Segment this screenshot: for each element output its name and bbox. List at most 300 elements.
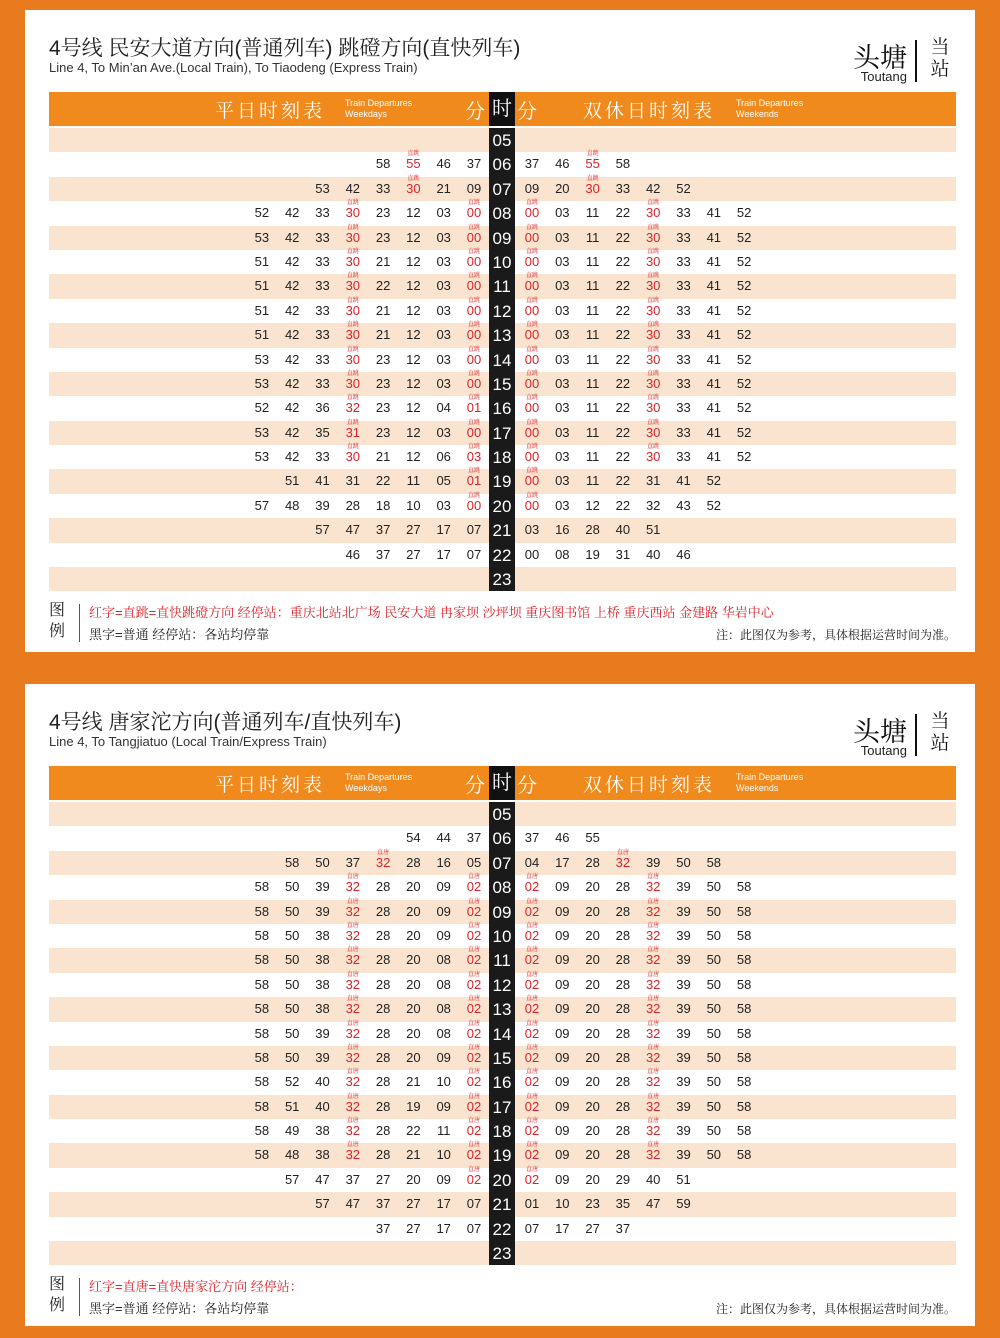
- legend: [49, 600, 956, 645]
- local-minute: 12: [406, 327, 421, 343]
- local-minute: 39: [676, 1123, 691, 1139]
- local-minute: 20: [406, 903, 421, 919]
- local-minute: 28: [375, 879, 391, 895]
- hour-cell: 13: [489, 323, 515, 347]
- express-minute: 直跳 00: [461, 299, 487, 323]
- local-minute: 52: [706, 473, 722, 489]
- express-minute: 直唐 02: [519, 1046, 545, 1070]
- local-minute: 52: [736, 229, 752, 245]
- local-minute: 12: [406, 375, 421, 391]
- hour-cell: 20: [489, 1168, 515, 1192]
- express-minute: 直唐 32: [340, 1022, 366, 1046]
- local-minute: 42: [284, 400, 300, 416]
- local-minute: 42: [345, 180, 361, 196]
- local-minute: 42: [284, 449, 300, 465]
- express-minute: 直跳 00: [519, 421, 545, 445]
- express-minute: 直唐 02: [519, 973, 545, 997]
- local-minute: 05: [466, 854, 482, 870]
- hour-cell: 07: [489, 851, 515, 875]
- express-minute: 直唐 32: [340, 1070, 366, 1094]
- local-minute: 58: [736, 1074, 752, 1090]
- local-minute: 03: [555, 375, 570, 391]
- hour-row-06: [49, 152, 956, 176]
- local-minute: 37: [466, 830, 482, 846]
- express-minute: 直唐 02: [461, 1095, 487, 1119]
- local-minute: 51: [284, 1098, 300, 1114]
- local-minute: 22: [615, 449, 631, 465]
- table-title: 4号线 民安大道方向(普通列车) 跳磴方向(直快列车): [49, 37, 521, 60]
- express-minute: 直唐 02: [519, 1095, 545, 1119]
- local-minute: 10: [555, 1196, 570, 1212]
- local-minute: 03: [436, 229, 451, 245]
- local-minute: 39: [676, 1049, 691, 1065]
- local-minute: 28: [585, 854, 600, 870]
- local-minute: 03: [436, 375, 451, 391]
- hour-row-13: [49, 323, 956, 347]
- local-minute: 27: [406, 1196, 421, 1212]
- legend-local: 黑字=普通 经停站：各站均停靠: [89, 627, 270, 642]
- local-minute: 39: [315, 879, 330, 895]
- local-minute: 22: [615, 278, 631, 294]
- hour-row-07: [49, 851, 956, 875]
- local-minute: 48: [284, 497, 300, 513]
- local-minute: 33: [676, 449, 691, 465]
- express-minute: 直唐 32: [640, 1022, 666, 1046]
- station-divider: [915, 714, 917, 756]
- weekend-label: 双休日时刻表: [583, 101, 716, 122]
- express-minute: 直跳 00: [519, 348, 545, 372]
- local-minute: 39: [315, 1025, 330, 1041]
- local-minute: 08: [436, 1025, 451, 1041]
- local-minute: 28: [615, 1025, 631, 1041]
- local-minute: 07: [466, 546, 482, 562]
- local-minute: 03: [436, 205, 451, 221]
- local-minute: 09: [555, 1074, 570, 1090]
- local-minute: 46: [555, 156, 570, 172]
- local-minute: 08: [436, 976, 451, 992]
- express-minute: 直唐 02: [461, 948, 487, 972]
- local-minute: 03: [555, 302, 570, 318]
- local-minute: 41: [706, 375, 722, 391]
- local-minute: 12: [406, 205, 421, 221]
- local-minute: 52: [736, 205, 752, 221]
- minute-label-right: 分: [517, 101, 537, 123]
- hour-cell: 22: [489, 1217, 515, 1241]
- weekday-label-en: Train Departures Weekdays: [345, 772, 413, 793]
- local-minute: 27: [406, 1220, 421, 1236]
- local-minute: 22: [375, 473, 391, 489]
- hour-cell: 19: [489, 1143, 515, 1167]
- local-minute: 09: [436, 1098, 451, 1114]
- local-minute: 41: [706, 278, 722, 294]
- express-minute: 直跳 00: [461, 201, 487, 225]
- local-minute: 27: [585, 1220, 600, 1236]
- local-minute: 17: [555, 1220, 570, 1236]
- local-minute: 52: [254, 205, 270, 221]
- local-minute: 44: [436, 830, 451, 846]
- local-minute: 16: [436, 854, 451, 870]
- hour-row-16: [49, 1070, 956, 1094]
- local-minute: 50: [706, 1049, 722, 1065]
- local-minute: 53: [254, 351, 270, 367]
- local-minute: 50: [706, 1147, 722, 1163]
- local-minute: 27: [406, 546, 421, 562]
- hour-cell: 06: [489, 826, 515, 850]
- local-minute: 58: [254, 1025, 270, 1041]
- local-minute: 12: [406, 351, 421, 367]
- express-minute: 直跳 30: [640, 445, 666, 469]
- local-minute: 11: [436, 1123, 451, 1139]
- local-minute: 20: [585, 952, 600, 968]
- local-minute: 52: [706, 497, 722, 513]
- express-minute: 直唐 02: [461, 1143, 487, 1167]
- local-minute: 50: [284, 927, 300, 943]
- local-minute: 50: [706, 1001, 722, 1017]
- hour-cell: 08: [489, 875, 515, 899]
- local-minute: 28: [375, 1025, 391, 1041]
- express-minute: 直唐 32: [640, 1070, 666, 1094]
- express-minute: 直跳 00: [461, 274, 487, 298]
- local-minute: 58: [254, 1074, 270, 1090]
- legend-mark: 图 例: [49, 1276, 66, 1314]
- local-minute: 58: [254, 879, 270, 895]
- local-minute: 09: [436, 879, 451, 895]
- legend-divider: [79, 1278, 80, 1316]
- local-minute: 50: [284, 1025, 300, 1041]
- local-minute: 58: [254, 1001, 270, 1017]
- local-minute: 03: [555, 497, 570, 513]
- express-minute: 直唐 02: [519, 1168, 545, 1192]
- local-minute: 09: [555, 879, 570, 895]
- local-minute: 01: [524, 1196, 540, 1212]
- local-minute: 22: [615, 302, 631, 318]
- hour-row-14: [49, 348, 956, 372]
- local-minute: 12: [406, 400, 421, 416]
- local-minute: 33: [315, 205, 330, 221]
- local-minute: 33: [315, 375, 330, 391]
- local-minute: 33: [315, 278, 330, 294]
- timetable-rows: [49, 128, 956, 591]
- hour-cell: 16: [489, 1070, 515, 1094]
- express-minute: 直唐 02: [519, 924, 545, 948]
- local-minute: 58: [254, 952, 270, 968]
- express-minute: 直唐 32: [640, 875, 666, 899]
- local-minute: 33: [676, 327, 691, 343]
- local-minute: 29: [615, 1171, 631, 1187]
- local-minute: 33: [315, 327, 330, 343]
- local-minute: 42: [284, 327, 300, 343]
- table-subtitle: Line 4, To Min’an Ave.(Local Train), To Tiaodeng (Express Train): [49, 60, 418, 75]
- express-minute: 直唐 02: [519, 1022, 545, 1046]
- local-minute: 37: [524, 830, 540, 846]
- express-minute: 直跳 00: [519, 445, 545, 469]
- local-minute: 27: [406, 522, 421, 538]
- local-minute: 33: [676, 424, 691, 440]
- local-minute: 28: [615, 1074, 631, 1090]
- local-minute: 22: [615, 375, 631, 391]
- local-minute: 17: [555, 854, 570, 870]
- local-minute: 58: [706, 854, 722, 870]
- hour-row-15: [49, 372, 956, 396]
- local-minute: 22: [615, 473, 631, 489]
- local-minute: 07: [466, 522, 482, 538]
- local-minute: 06: [436, 449, 451, 465]
- local-minute: 37: [375, 546, 391, 562]
- local-minute: 50: [706, 1074, 722, 1090]
- local-minute: 53: [254, 424, 270, 440]
- hour-cell: 19: [489, 469, 515, 493]
- express-minute: 直跳 31: [340, 421, 366, 445]
- hour-cell: 05: [489, 128, 515, 152]
- local-minute: 33: [676, 278, 691, 294]
- local-minute: 03: [555, 424, 570, 440]
- local-minute: 42: [284, 278, 300, 294]
- local-minute: 23: [375, 229, 391, 245]
- local-minute: 42: [284, 205, 300, 221]
- local-minute: 39: [315, 497, 330, 513]
- local-minute: 57: [315, 522, 330, 538]
- express-minute: 直唐 02: [461, 997, 487, 1021]
- express-minute: 直唐 32: [640, 973, 666, 997]
- local-minute: 12: [406, 424, 421, 440]
- local-minute: 58: [736, 952, 752, 968]
- local-minute: 38: [315, 1147, 330, 1163]
- local-minute: 09: [555, 1098, 570, 1114]
- local-minute: 46: [555, 830, 570, 846]
- local-minute: 40: [645, 1171, 661, 1187]
- express-minute: 直跳 00: [461, 226, 487, 250]
- express-minute: 直跳 00: [519, 226, 545, 250]
- hour-cell: 14: [489, 1022, 515, 1046]
- local-minute: 41: [706, 302, 722, 318]
- local-minute: 21: [375, 253, 391, 269]
- local-minute: 28: [406, 854, 421, 870]
- local-minute: 21: [375, 302, 391, 318]
- local-minute: 28: [615, 1098, 631, 1114]
- local-minute: 42: [284, 302, 300, 318]
- hour-cell: 23: [489, 1241, 515, 1265]
- local-minute: 10: [436, 1074, 451, 1090]
- local-minute: 08: [436, 1001, 451, 1017]
- local-minute: 09: [436, 1049, 451, 1065]
- local-minute: 33: [676, 205, 691, 221]
- local-minute: 23: [375, 400, 391, 416]
- hour-row-23: [49, 567, 956, 591]
- hour-row-05: [49, 802, 956, 826]
- local-minute: 27: [375, 1171, 391, 1187]
- local-minute: 20: [406, 1001, 421, 1017]
- local-minute: 03: [436, 253, 451, 269]
- express-minute: 直唐 02: [461, 900, 487, 924]
- local-minute: 28: [585, 522, 600, 538]
- express-minute: 直跳 30: [340, 250, 366, 274]
- local-minute: 17: [436, 546, 451, 562]
- local-minute: 05: [436, 473, 451, 489]
- local-minute: 39: [676, 952, 691, 968]
- express-minute: 直唐 32: [340, 924, 366, 948]
- express-minute: 直唐 02: [461, 875, 487, 899]
- local-minute: 39: [645, 854, 661, 870]
- hour-row-19: [49, 469, 956, 493]
- local-minute: 51: [676, 1171, 691, 1187]
- local-minute: 28: [375, 927, 391, 943]
- local-minute: 03: [436, 497, 451, 513]
- hour-cell: 23: [489, 567, 515, 591]
- local-minute: 52: [736, 278, 752, 294]
- hour-cell: 10: [489, 924, 515, 948]
- local-minute: 47: [345, 1196, 361, 1212]
- local-minute: 37: [524, 156, 540, 172]
- local-minute: 20: [406, 879, 421, 895]
- local-minute: 46: [676, 546, 691, 562]
- express-minute: 直唐 32: [640, 1143, 666, 1167]
- express-minute: 直唐 32: [640, 900, 666, 924]
- local-minute: 03: [555, 253, 570, 269]
- express-minute: 直唐 32: [340, 900, 366, 924]
- local-minute: 20: [585, 1147, 600, 1163]
- local-minute: 58: [254, 1147, 270, 1163]
- local-minute: 17: [436, 1196, 451, 1212]
- local-minute: 43: [676, 497, 691, 513]
- express-minute: 直唐 02: [519, 1143, 545, 1167]
- local-minute: 07: [466, 1196, 482, 1212]
- local-minute: 28: [615, 927, 631, 943]
- hour-cell: 20: [489, 494, 515, 518]
- express-minute: 直唐 02: [519, 900, 545, 924]
- local-minute: 58: [736, 1098, 752, 1114]
- current-station-label: 当站: [930, 711, 950, 754]
- local-minute: 20: [585, 879, 600, 895]
- express-minute: 直唐 02: [519, 875, 545, 899]
- local-minute: 12: [585, 497, 600, 513]
- local-minute: 32: [645, 497, 661, 513]
- local-minute: 50: [706, 879, 722, 895]
- local-minute: 23: [375, 351, 391, 367]
- local-minute: 07: [524, 1220, 540, 1236]
- local-minute: 10: [436, 1147, 451, 1163]
- local-minute: 52: [736, 375, 752, 391]
- hour-cell: 07: [489, 177, 515, 201]
- local-minute: 03: [555, 400, 570, 416]
- local-minute: 03: [555, 449, 570, 465]
- express-minute: 直跳 00: [519, 299, 545, 323]
- local-minute: 09: [555, 1123, 570, 1139]
- hour-row-12: [49, 973, 956, 997]
- local-minute: 20: [585, 976, 600, 992]
- station-divider: [915, 40, 917, 82]
- hour-cell: 18: [489, 445, 515, 469]
- hour-row-17: [49, 1095, 956, 1119]
- local-minute: 03: [555, 205, 570, 221]
- local-minute: 28: [375, 1049, 391, 1065]
- local-minute: 36: [315, 400, 330, 416]
- local-minute: 03: [555, 327, 570, 343]
- local-minute: 11: [585, 375, 600, 391]
- local-minute: 22: [615, 351, 631, 367]
- express-minute: 直跳 00: [461, 494, 487, 518]
- hour-cell: 16: [489, 396, 515, 420]
- minute-label-left: 分: [465, 101, 485, 123]
- local-minute: 33: [615, 180, 631, 196]
- local-minute: 58: [736, 1025, 752, 1041]
- express-minute: 直唐 02: [519, 997, 545, 1021]
- local-minute: 39: [315, 903, 330, 919]
- local-minute: 20: [406, 952, 421, 968]
- express-minute: 直唐 32: [640, 997, 666, 1021]
- local-minute: 11: [585, 351, 600, 367]
- local-minute: 03: [555, 351, 570, 367]
- hour-row-21: [49, 518, 956, 542]
- local-minute: 58: [736, 1049, 752, 1065]
- local-minute: 22: [615, 205, 631, 221]
- legend-divider: [79, 604, 80, 642]
- express-minute: 直唐 02: [519, 1119, 545, 1143]
- express-minute: 直跳 30: [640, 250, 666, 274]
- local-minute: 21: [406, 1147, 421, 1163]
- local-minute: 09: [524, 180, 540, 196]
- weekend-label: 双休日时刻表: [583, 775, 716, 796]
- express-minute: 直唐 32: [340, 1143, 366, 1167]
- local-minute: 09: [436, 927, 451, 943]
- local-minute: 41: [706, 327, 722, 343]
- express-minute: 直跳 30: [640, 226, 666, 250]
- local-minute: 33: [676, 229, 691, 245]
- local-minute: 59: [676, 1196, 691, 1212]
- local-minute: 58: [254, 1049, 270, 1065]
- local-minute: 41: [706, 205, 722, 221]
- local-minute: 50: [284, 1001, 300, 1017]
- local-minute: 11: [585, 327, 600, 343]
- local-minute: 08: [555, 546, 570, 562]
- local-minute: 22: [406, 1123, 421, 1139]
- express-minute: 直跳 55: [580, 152, 606, 176]
- local-minute: 37: [345, 854, 361, 870]
- express-minute: 直跳 30: [340, 445, 366, 469]
- local-minute: 51: [284, 473, 300, 489]
- express-minute: 直跳 30: [340, 323, 366, 347]
- express-minute: 直跳 55: [400, 152, 426, 176]
- express-minute: 直跳 00: [519, 372, 545, 396]
- weekday-label: 平日时刻表: [215, 775, 326, 796]
- express-minute: 直跳 01: [461, 396, 487, 420]
- hour-row-20: [49, 494, 956, 518]
- local-minute: 58: [736, 927, 752, 943]
- local-minute: 09: [466, 180, 482, 196]
- express-minute: 直唐 02: [461, 973, 487, 997]
- local-minute: 12: [406, 449, 421, 465]
- hour-cell: 10: [489, 250, 515, 274]
- express-minute: 直唐 32: [640, 924, 666, 948]
- local-minute: 37: [345, 1171, 361, 1187]
- local-minute: 42: [645, 180, 661, 196]
- local-minute: 11: [585, 473, 600, 489]
- express-minute: 直唐 02: [461, 1119, 487, 1143]
- express-minute: 直跳 00: [519, 469, 545, 493]
- express-minute: 直唐 32: [340, 948, 366, 972]
- local-minute: 17: [436, 522, 451, 538]
- local-minute: 03: [436, 351, 451, 367]
- express-minute: 直跳 00: [461, 250, 487, 274]
- hour-cell: 05: [489, 802, 515, 826]
- local-minute: 10: [406, 497, 421, 513]
- table-subtitle: Line 4, To Tangjiatuo (Local Train/Express Train): [49, 734, 327, 749]
- local-minute: 39: [676, 879, 691, 895]
- local-minute: 20: [406, 927, 421, 943]
- local-minute: 20: [585, 1049, 600, 1065]
- local-minute: 23: [375, 375, 391, 391]
- express-minute: 直跳 30: [640, 201, 666, 225]
- local-minute: 50: [284, 879, 300, 895]
